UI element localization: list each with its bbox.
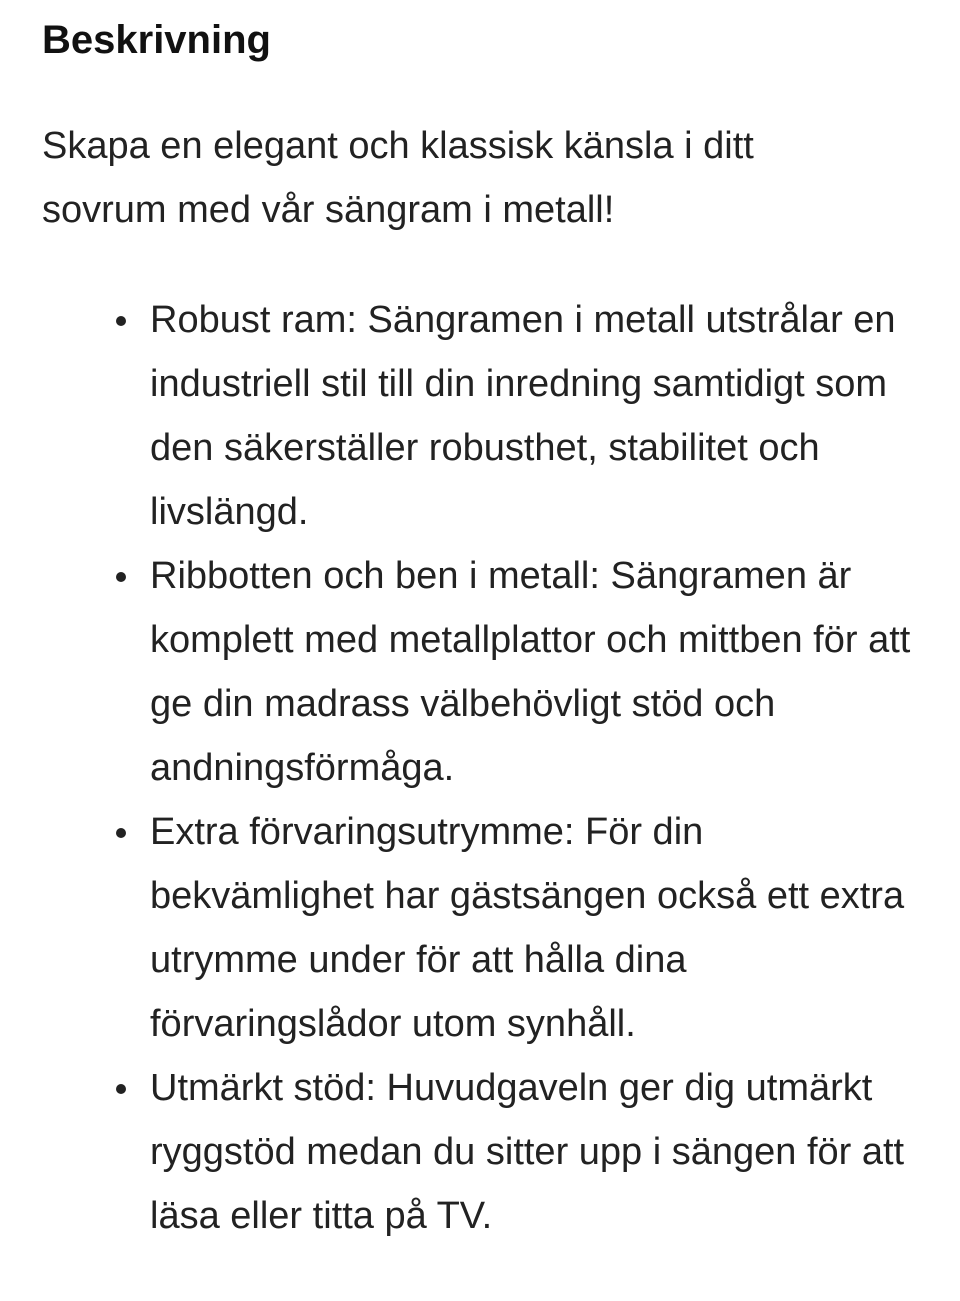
list-item [42, 800, 910, 1056]
feature-list [42, 288, 932, 1248]
list-item [42, 1056, 910, 1248]
section-title: Beskrivning [42, 18, 271, 62]
list-item [42, 544, 920, 800]
bullet-icon [116, 1084, 126, 1094]
list-item-text: Extra förvaringsutrymme: För din bekvämlighet har gästsängen också ett extra utrymme under för att hålla dina förvaringslådor utom synhåll. [150, 811, 905, 1045]
description-section [42, 8, 932, 1248]
bullet-icon [116, 828, 126, 838]
list-item-text: Utmärkt stöd: Huvudgaveln ger dig utmärkt ryggstöd medan du sitter upp i sängen för att läsa eller titta på TV. [150, 1067, 905, 1237]
list-item-text: Ribbotten och ben i metall: Sängramen är komplett med metallplattor och mittben för att ge din madrass välbehövligt stöd och andningsförmåga. [150, 555, 911, 789]
intro-paragraph: Skapa en elegant och klassisk känsla i ditt sovrum med vår sängram i metall! [42, 125, 754, 231]
list-item [42, 288, 910, 544]
bullet-icon [116, 572, 126, 582]
bullet-icon [116, 316, 126, 326]
list-item-text: Robust ram: Sängramen i metall utstrålar en industriell stil till din inredning samtidigt som den säkerställer robusthet, stabilitet och livslängd. [150, 299, 896, 533]
